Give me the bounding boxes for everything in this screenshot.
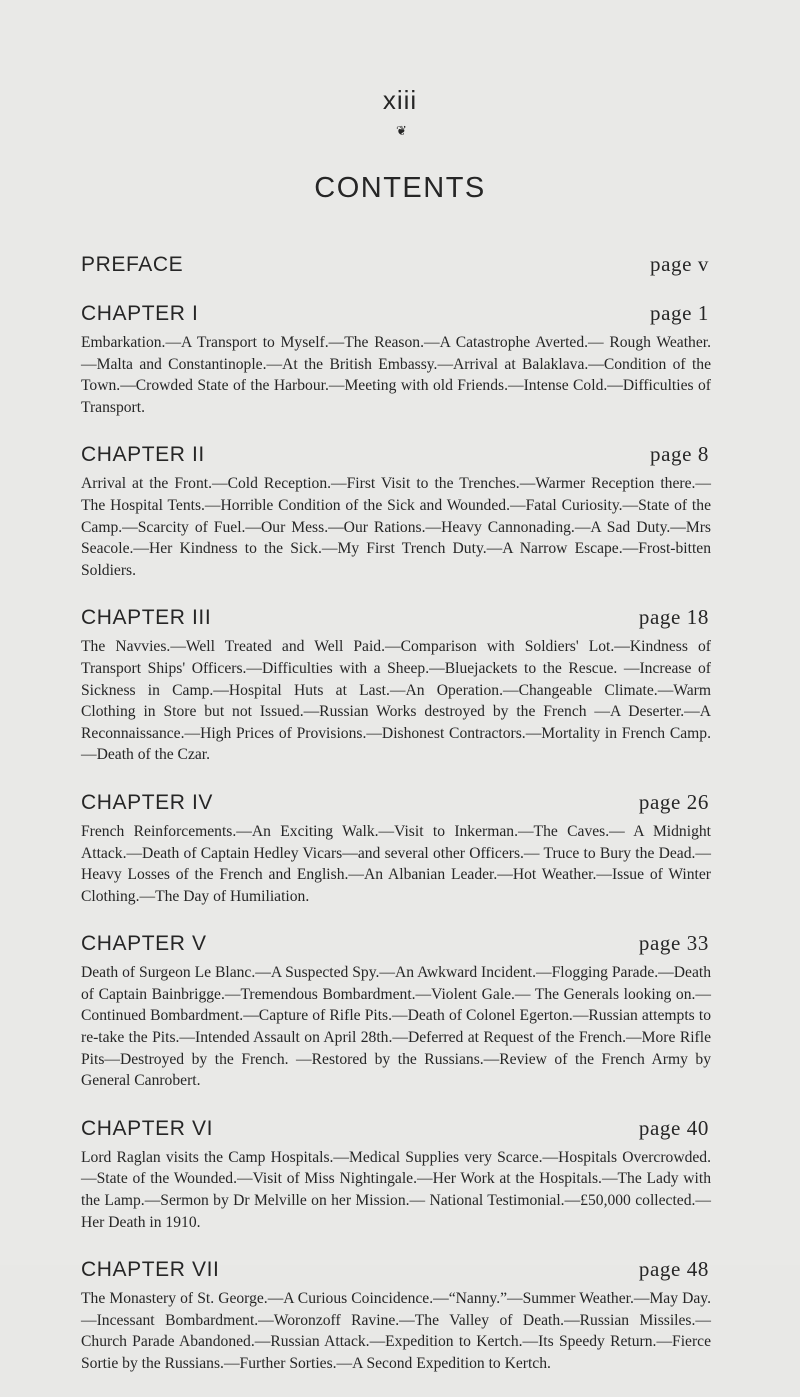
preface-entry xyxy=(81,250,711,279)
contents-list xyxy=(81,250,711,1397)
chapter-summary: Lord Raglan visits the Camp Hospitals.—Medical Supplies very Scarce.—Hospitals Overcrowded.—State of the Wounded.—Visit of Miss Nightingale.—Her Work at the Hospitals.—The Lady with the Lamp.—Sermon by Dr Melville on her Mission.— National Testimonial.—£50,000 collected.—Her Death in 1910. xyxy=(81,1148,711,1231)
chapter-summary: Arrival at the Front.—Cold Reception.—First Visit to the Trenches.—Warmer Reception there.—The Hospital Tents.—Horrible Condition of the Sick and Wounded.—Fatal Curiosity.—State of the Camp.—Scarcity of Fuel.—Our Mess.—Our Rations.—Heavy Cannonading.—A Sad Duty.—Mrs Seacole.—Her Kindness to the Sick.—My First Trench Duty.—A Narrow Escape.—Frost-bitten Soldiers. xyxy=(81,475,711,579)
chapter-label: CHAPTER V xyxy=(81,932,207,956)
chapter-label: CHAPTER VI xyxy=(81,1116,214,1140)
page-number: xiii xyxy=(382,85,418,115)
chapter-entry-3 xyxy=(81,603,711,766)
chapter-summary: French Reinforcements.—An Exciting Walk.—Visit to Inkerman.—The Caves.— A Midnight Attack.—Death of Captain Hedley Vicars—and several other Officers.— Truce to Bury the Dead.—Heavy Losses of the French and English.—An Albanian Leader.—Hot Weather.—Issue of Winter Clothing.—The Day of Humiliation. xyxy=(81,822,711,905)
chapter-summary: The Navvies.—Well Treated and Well Paid.—Comparison with Soldiers' Lot.—Kindness of Transport Ships' Officers.—Difficulties with a Sheep.—Bluejackets to the Rescue. —Increase of Sickness in Camp.—Hospital Huts at Last.—An Operation.—Changeable Climate.—Warm Clothing in Store but not Issued.—Russian Works destroyed by the French —A Deserter.—A Reconnaissance.—High Prices of Provisions.—Dishonest Contractors.—Mortality in French Camp.—Death of the Czar. xyxy=(81,638,711,764)
chapter-label: CHAPTER III xyxy=(81,606,212,630)
chapter-entry-2 xyxy=(81,440,711,581)
chapter-page: page 40 xyxy=(638,1115,709,1140)
chapter-page: page 8 xyxy=(650,442,709,467)
chapter-label: CHAPTER II xyxy=(81,443,205,467)
chapter-label: CHAPTER I xyxy=(81,302,199,325)
chapter-summary: Embarkation.—A Transport to Myself.—The Reason.—A Catastrophe Averted.— Rough Weather.—Malta and Constantinople.—At the British Embassy.—Arrival at Balaklava.—Condition of the Town.—Crowded State of the Harbour.—Meeting with old Friends.—Intense Cold.—Difficulties of Transport. xyxy=(81,334,711,416)
chapter-entry-4 xyxy=(81,788,711,907)
chapter-page: page 48 xyxy=(638,1257,709,1282)
chapter-page: page 1 xyxy=(650,301,709,325)
chapter-label: CHAPTER IV xyxy=(81,790,214,814)
chapter-page: page 18 xyxy=(638,605,709,630)
ornament-mark: ❦ xyxy=(396,123,407,138)
chapter-entry-6 xyxy=(81,1114,711,1233)
chapter-entry-1 xyxy=(81,299,711,418)
preface-label: PREFACE xyxy=(81,253,184,276)
chapter-entry-7 xyxy=(81,1255,711,1374)
chapter-summary: The Monastery of St. George.—A Curious Coincidence.—“Nanny.”—Summer Weather.—May Day.—Incessant Bombardment.—Woronzoff Ravine.—The Valley of Death.—Russian Missiles.—Church Parade Abandoned.—Russian Attack.—Expedition to Kertch.—Its Speedy Return.—Fierce Sortie by the Russians.—Further Sorties.—A Second Expedition to Kertch. xyxy=(81,1290,711,1372)
page-title: CONTENTS xyxy=(314,172,486,204)
chapter-summary: Death of Surgeon Le Blanc.—A Suspected Spy.—An Awkward Incident.—Flogging Parade.—Death of Captain Bainbrigge.—Tremendous Bombardment.—Violent Gale.— The Generals looking on.—Continued Bombardment.—Capture of Rifle Pits.—Death of Colonel Egerton.—Russian attempts to re-take the Pits.—Intended Assault on April 28th.—Deferred at Request of the French.—More Rifle Pits—Destroyed by the French. —Restored by the Russians.—Review of the French Army by General Canrobert. xyxy=(81,964,711,1090)
preface-page: page v xyxy=(650,252,709,276)
chapter-page: page 26 xyxy=(638,789,709,814)
chapter-label: CHAPTER VII xyxy=(81,1258,220,1282)
chapter-entry-5 xyxy=(81,929,711,1092)
chapter-page: page 33 xyxy=(638,931,709,956)
